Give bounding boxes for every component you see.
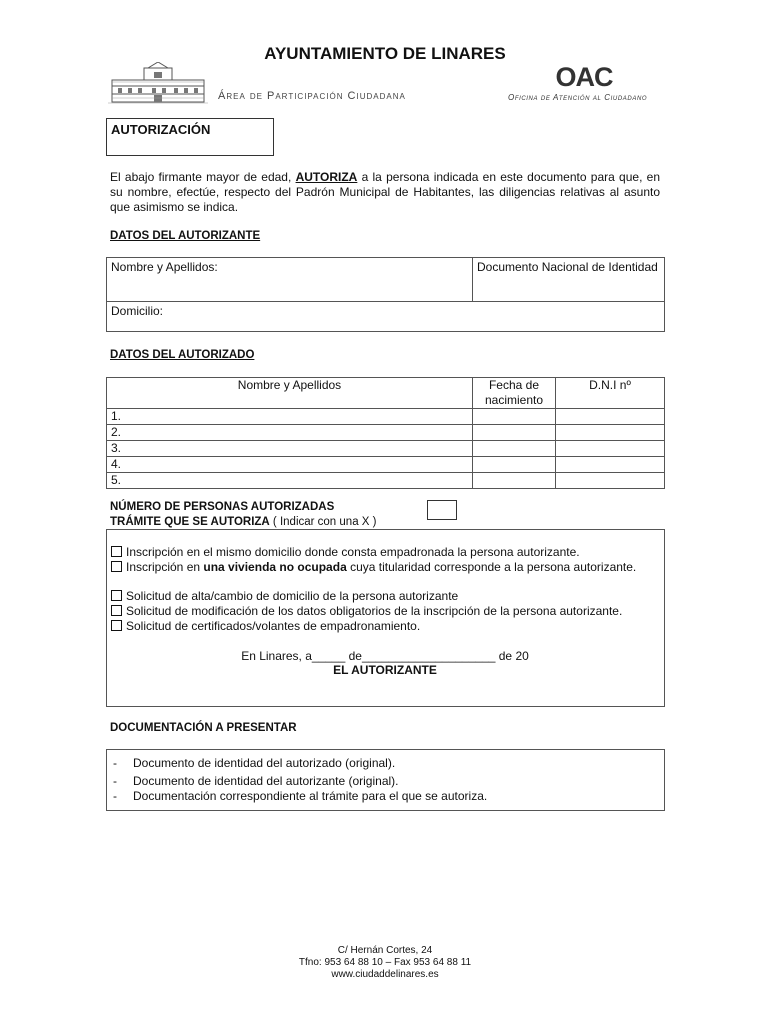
autorizado-table [106,377,665,489]
footer-phone: Tfno: 953 64 88 10 – Fax 953 64 88 11 [298,957,472,968]
autorizado-dni-cell[interactable] [556,441,665,457]
svg-text:OAC: OAC [555,62,613,90]
autorizado-name-cell[interactable]: 1. [107,409,473,425]
checkbox[interactable] [111,590,122,601]
autorizado-name-cell[interactable]: 4. [107,457,473,473]
checkbox[interactable] [111,620,122,631]
numero-input-box[interactable] [427,500,457,520]
tramite-box [106,529,665,707]
autorizado-name-cell[interactable]: 2. [107,425,473,441]
numero-label-block [110,500,376,530]
table-row [107,457,665,473]
tramite-option: Inscripción en una vivienda no ocupada cuya titularidad corresponde a la persona autorizante. [111,560,661,575]
authorization-title: AUTORIZACIÓN [111,122,211,137]
checkbox[interactable] [111,546,122,557]
table-row [107,473,665,489]
autorizado-birth-cell[interactable] [473,409,556,425]
autorizado-name-cell[interactable]: 3. [107,441,473,457]
tramite-label: TRÁMITE QUE SE AUTORIZA [110,516,270,528]
tramite-option: Solicitud de certificados/volantes de empadronamiento. [111,619,661,634]
documentacion-box [106,749,665,811]
tramite-option: Inscripción en el mismo domicilio donde consta empadronada la persona autorizante. [111,545,661,560]
tramite-option: Solicitud de modificación de los datos obligatorios de la inscripción de la persona autorizante. [111,604,661,619]
column-header: Nombre y Apellidos [107,378,473,409]
signature-title: EL AUTORIZANTE [333,663,437,677]
autorizado-birth-cell[interactable] [473,441,556,457]
oac-logo-icon [544,62,624,90]
footer-web: www.ciudaddelinares.es [331,969,439,980]
oac-logo [508,62,668,108]
autorizado-heading: DATOS DEL AUTORIZADO [110,349,255,361]
list-item: - Documento de identidad del autorizado (original). [113,756,396,770]
footer [0,945,770,981]
table-row [107,441,665,457]
autorizado-birth-cell[interactable] [473,457,556,473]
authorization-title-box [106,118,274,156]
autorizado-name-cell[interactable]: 5. [107,473,473,489]
area-name: Área de Participación Ciudadana [218,90,406,102]
list-item: - Documentación correspondiente al trámite para el que se autoriza. [113,789,488,803]
town-hall-icon [108,62,208,104]
tramite-hint: ( Indicar con una X ) [269,516,377,528]
table-row [107,425,665,441]
autorizado-dni-cell[interactable] [556,473,665,489]
autorizado-birth-cell[interactable] [473,473,556,489]
checkbox[interactable] [111,561,122,572]
autorizante-dni-field[interactable]: Documento Nacional de Identidad [473,258,665,302]
autorizante-table [106,257,665,332]
signature-date-line: En Linares, a_____ de____________________ de 20 [241,649,529,663]
autorizado-dni-cell[interactable] [556,457,665,473]
checkbox[interactable] [111,605,122,616]
autorizante-name-field[interactable]: Nombre y Apellidos: [107,258,473,302]
list-item: - Documento de identidad del autorizante (original). [113,774,399,788]
authorization-intro: El abajo firmante mayor de edad, AUTORIZA a la persona indicada en este documento para que, en su nombre, efectúe, respecto del Padrón Municipal de Habitantes, las diligencias relativas al asunto que asimismo se indica. [110,170,660,214]
autorizado-dni-cell[interactable] [556,409,665,425]
footer-address: C/ Hernán Cortes, 24 [337,945,433,956]
tramite-option: Solicitud de alta/cambio de domicilio de la persona autorizante [111,589,661,604]
autorizante-heading: DATOS DEL AUTORIZANTE [110,230,261,242]
column-header: Fecha de nacimiento [473,378,556,409]
autorizado-birth-cell[interactable] [473,425,556,441]
numero-label: NÚMERO DE PERSONAS AUTORIZADAS [110,501,335,513]
autorizado-dni-cell[interactable] [556,425,665,441]
oac-name: Oficina de Atención al Ciudadano [508,93,648,102]
documentacion-heading: DOCUMENTACIÓN A PRESENTAR [110,722,297,734]
column-header: D.N.I nº [556,378,665,409]
table-row [107,409,665,425]
page-title: AYUNTAMIENTO DE LINARES [264,44,506,63]
autorizante-address-field[interactable]: Domicilio: [107,302,665,332]
area-logo [108,62,438,108]
